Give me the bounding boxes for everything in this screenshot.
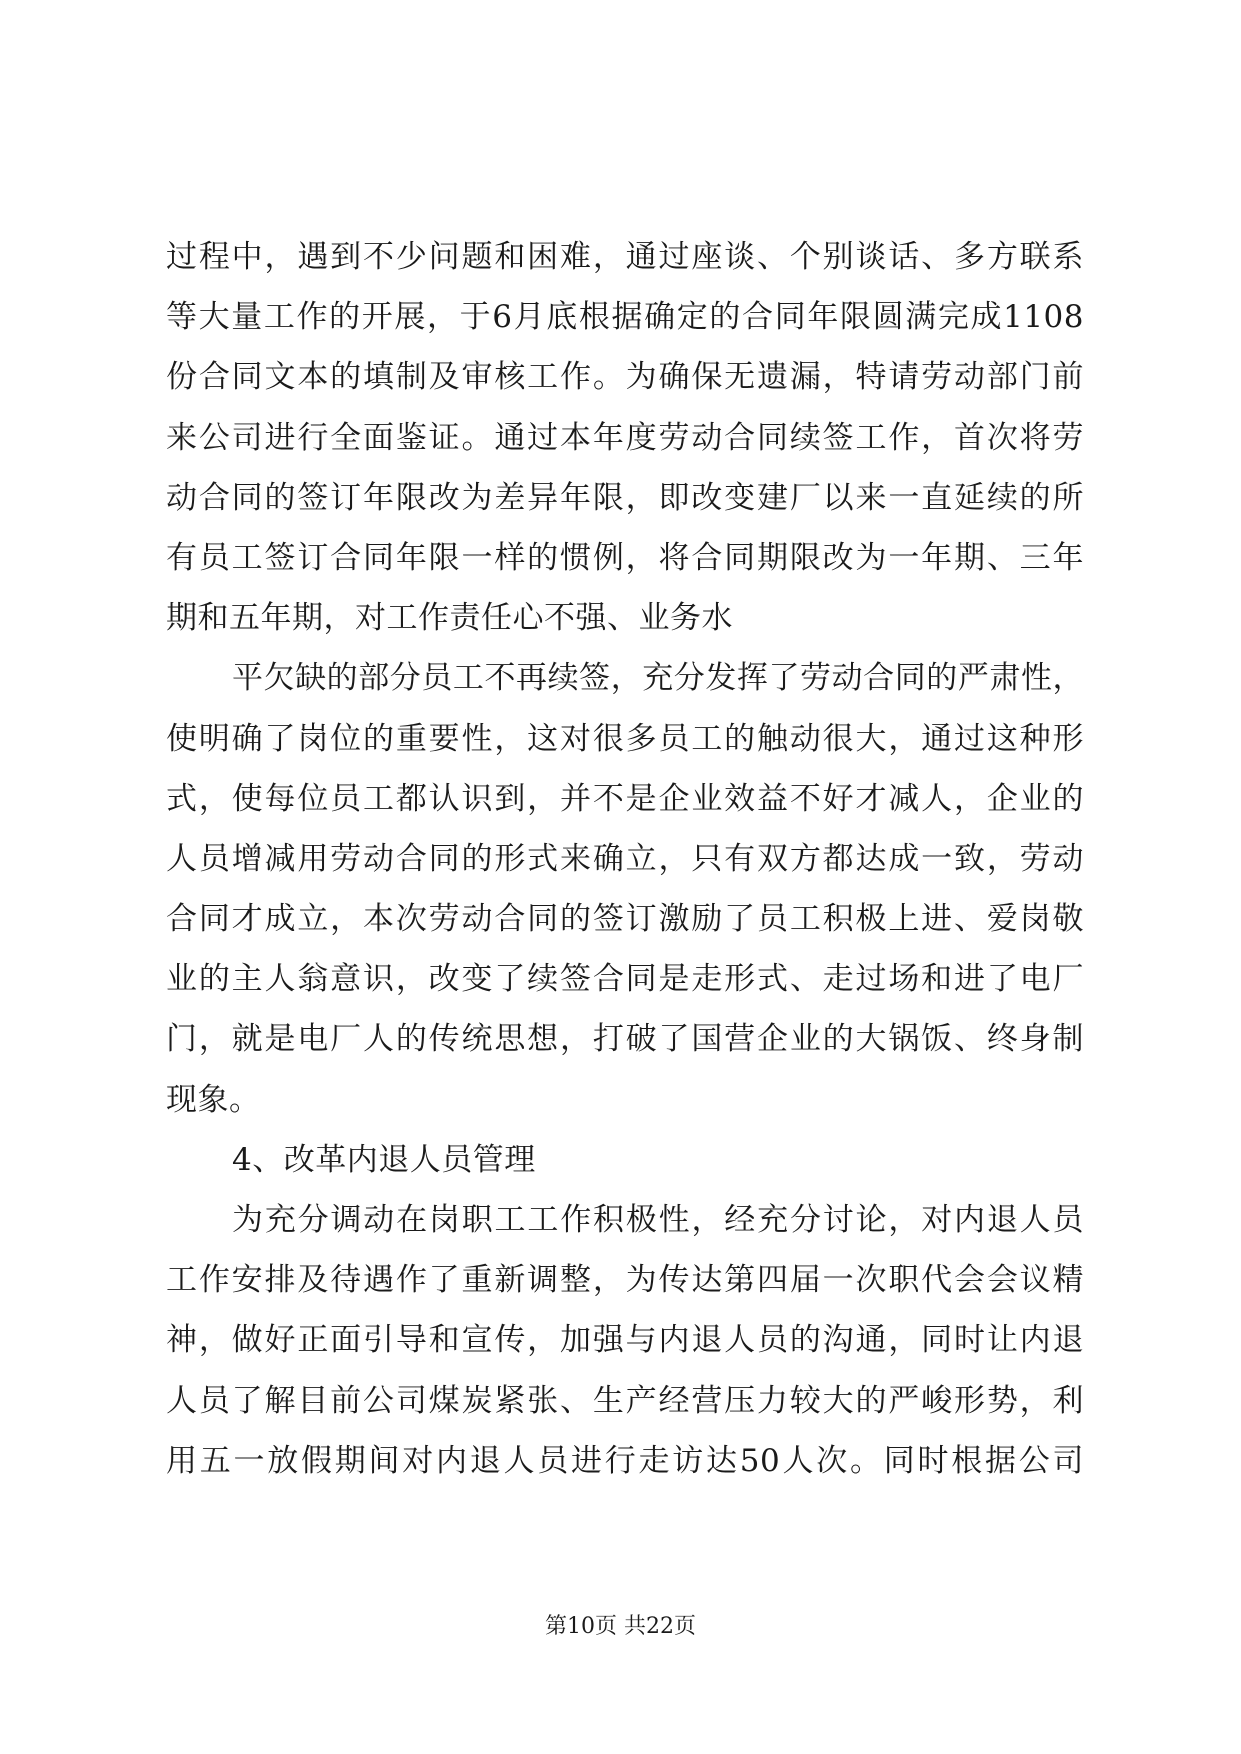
text-line: 工作安排及待遇作了重新调整，为传达第四届一次职代会会议精 <box>166 1262 1084 1299</box>
text-line: 期和五年期，对工作责任心不强、业务水 <box>166 600 733 637</box>
paragraph-2 <box>166 648 1084 1130</box>
text-line: 人员增减用劳动合同的形式来确立，只有双方都达成一致，劳动 <box>166 840 1084 877</box>
text-line: 等大量工作的开展，于6月底根据确定的合同年限圆满完成1108 <box>166 299 1084 336</box>
text-line: 来公司进行全面鉴证。通过本年度劳动合同续签工作，首次将劳 <box>166 419 1084 456</box>
document-body <box>166 227 1084 1491</box>
text-line: 份合同文本的填制及审核工作。为确保无遗漏，特请劳动部门前 <box>166 359 1084 396</box>
section-heading <box>166 1130 1084 1190</box>
paragraph-4 <box>166 1190 1084 1491</box>
text-line: 式，使每位员工都认识到，并不是企业效益不好才减人，企业的 <box>166 780 1084 817</box>
text-line: 为充分调动在岗职工工作积极性，经充分讨论，对内退人员 <box>232 1202 1084 1238</box>
text-line: 有员工签订合同年限一样的惯例，将合同期限改为一年期、三年 <box>166 539 1084 576</box>
text-line: 现象。 <box>166 1081 261 1118</box>
text-line: 动合同的签订年限改为差异年限，即改变建厂以来一直延续的所 <box>166 479 1084 516</box>
text-line: 人员了解目前公司煤炭紧张、生产经营压力较大的严峻形势，利 <box>166 1382 1084 1419</box>
page-number-footer: 第10页 共22页 <box>545 1614 696 1639</box>
text-line: 使明确了岗位的重要性，这对很多员工的触动很大，通过这种形 <box>166 720 1084 757</box>
text-line: 合同才成立，本次劳动合同的签订激励了员工积极上进、爱岗敬 <box>166 901 1084 938</box>
paragraph-1 <box>166 227 1084 648</box>
text-line: 业的主人翁意识，改变了续签合同是走形式、走过场和进了电厂 <box>166 961 1084 998</box>
text-line: 神，做好正面引导和宣传，加强与内退人员的沟通，同时让内退 <box>166 1322 1084 1359</box>
text-line: 平欠缺的部分员工不再续签，充分发挥了劳动合同的严肃性， <box>232 660 1084 697</box>
text-line: 用五一放假期间对内退人员进行走访达50人次。同时根据公司 <box>166 1442 1084 1479</box>
section-heading-text: 4、改革内退人员管理 <box>232 1141 536 1178</box>
text-line: 门，就是电厂人的传统思想，打破了国营企业的大锅饭、终身制 <box>166 1021 1084 1058</box>
text-line: 过程中，遇到不少问题和困难，通过座谈、个别谈话、多方联系 <box>166 239 1084 275</box>
